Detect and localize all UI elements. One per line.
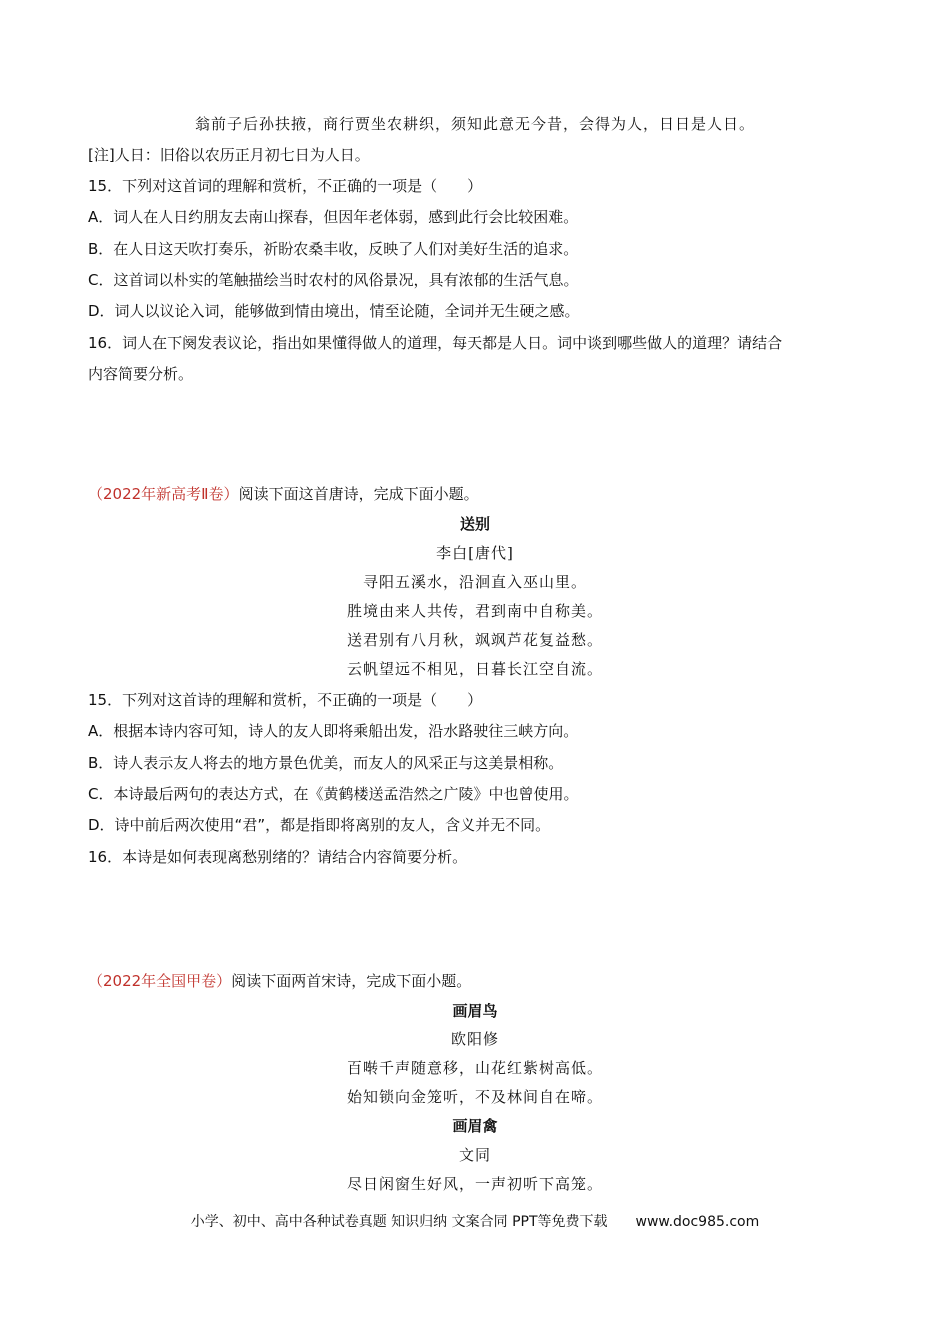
poem-author: 文同 (458, 1146, 491, 1164)
poem-line: 百啭千声随意移，山花红紫树高低。 (346, 1059, 603, 1077)
option-b: B．在人日这天吹打奏乐，祈盼农桑丰收，反映了人们对美好生活的追求。 (88, 240, 579, 258)
poem-line: 送君别有八月秋，飒飒芦花复益愁。 (346, 631, 603, 649)
poem-line: 翁前子后孙扶掖，商行贾坐农耕织，须知此意无今昔，会得为人，日日是人日。 (194, 115, 755, 133)
poem-line: 云帆望远不相见，日暮长江空自流。 (346, 660, 603, 678)
option-b: B．诗人表示友人将去的地方景色优美，而友人的风采正与这美景相称。 (88, 754, 564, 772)
footer-text: 小学、初中、高中各种试卷真题 知识归纳 文案合同 PPT等免费下载 (190, 1214, 608, 1230)
poem-line: 胜境由来人共传，君到南中自称美。 (346, 602, 603, 620)
poem-title: 画眉鸟 (452, 1002, 498, 1020)
option-a: A．根据本诗内容可知，诗人的友人即将乘船出发，沿水路驶往三峡方向。 (88, 722, 579, 740)
option-d: D．词人以议论入词，能够做到情由境出，情至论随，全词并无生硬之感。 (88, 302, 580, 320)
section-intro: 阅读下面这首唐诗，完成下面小题。 (238, 485, 479, 503)
poem-line: 寻阳五溪水，沿洄直入巫山里。 (362, 573, 587, 591)
question-15: 15．下列对这首诗的理解和赏析，不正确的一项是（ ） (88, 691, 483, 709)
section-header (88, 483, 479, 505)
option-c: C．本诗最后两句的表达方式，在《黄鹤楼送孟浩然之广陵》中也曾使用。 (88, 785, 579, 803)
poem-line: 尽日闲窗生好风，一声初听下高笼。 (346, 1175, 603, 1193)
question-15: 15．下列对这首词的理解和赏析，不正确的一项是（ ） (88, 177, 483, 195)
poem-author: 李白[唐代] (436, 544, 514, 562)
exam-source: （2022年全国甲卷） (88, 972, 232, 990)
option-a: A．词人在人日约朋友去南山探春，但因年老体弱，感到此行会比较困难。 (88, 208, 579, 226)
poem-note: [注]人日：旧俗以农历正月初七日为人日。 (88, 146, 370, 164)
poem-author: 欧阳修 (450, 1030, 499, 1048)
option-c: C．这首词以朴实的笔触描绘当时农村的风俗景况，具有浓郁的生活气息。 (88, 271, 579, 289)
poem-title: 画眉禽 (452, 1117, 498, 1135)
question-16-cont: 内容简要分析。 (88, 365, 194, 383)
poem-line: 始知锁向金笼听，不及林间自在啼。 (346, 1088, 603, 1106)
section-intro: 阅读下面两首宋诗，完成下面小题。 (231, 972, 472, 990)
option-d: D．诗中前后两次使用“君”，都是指即将离别的友人，含义并无不同。 (88, 816, 551, 834)
page-footer (0, 1211, 950, 1233)
poem-title: 送别 (459, 515, 490, 533)
question-16: 16．本诗是如何表现离愁别绪的？请结合内容简要分析。 (88, 848, 468, 866)
footer-url[interactable]: www.doc985.com (635, 1214, 760, 1230)
exam-source: （2022年新高考Ⅱ卷） (88, 485, 239, 503)
question-16: 16．词人在下阕发表议论，指出如果懂得做人的道理，每天都是人日。词中谈到哪些做人的道理？请结合 (88, 334, 783, 352)
section-header (88, 970, 471, 992)
